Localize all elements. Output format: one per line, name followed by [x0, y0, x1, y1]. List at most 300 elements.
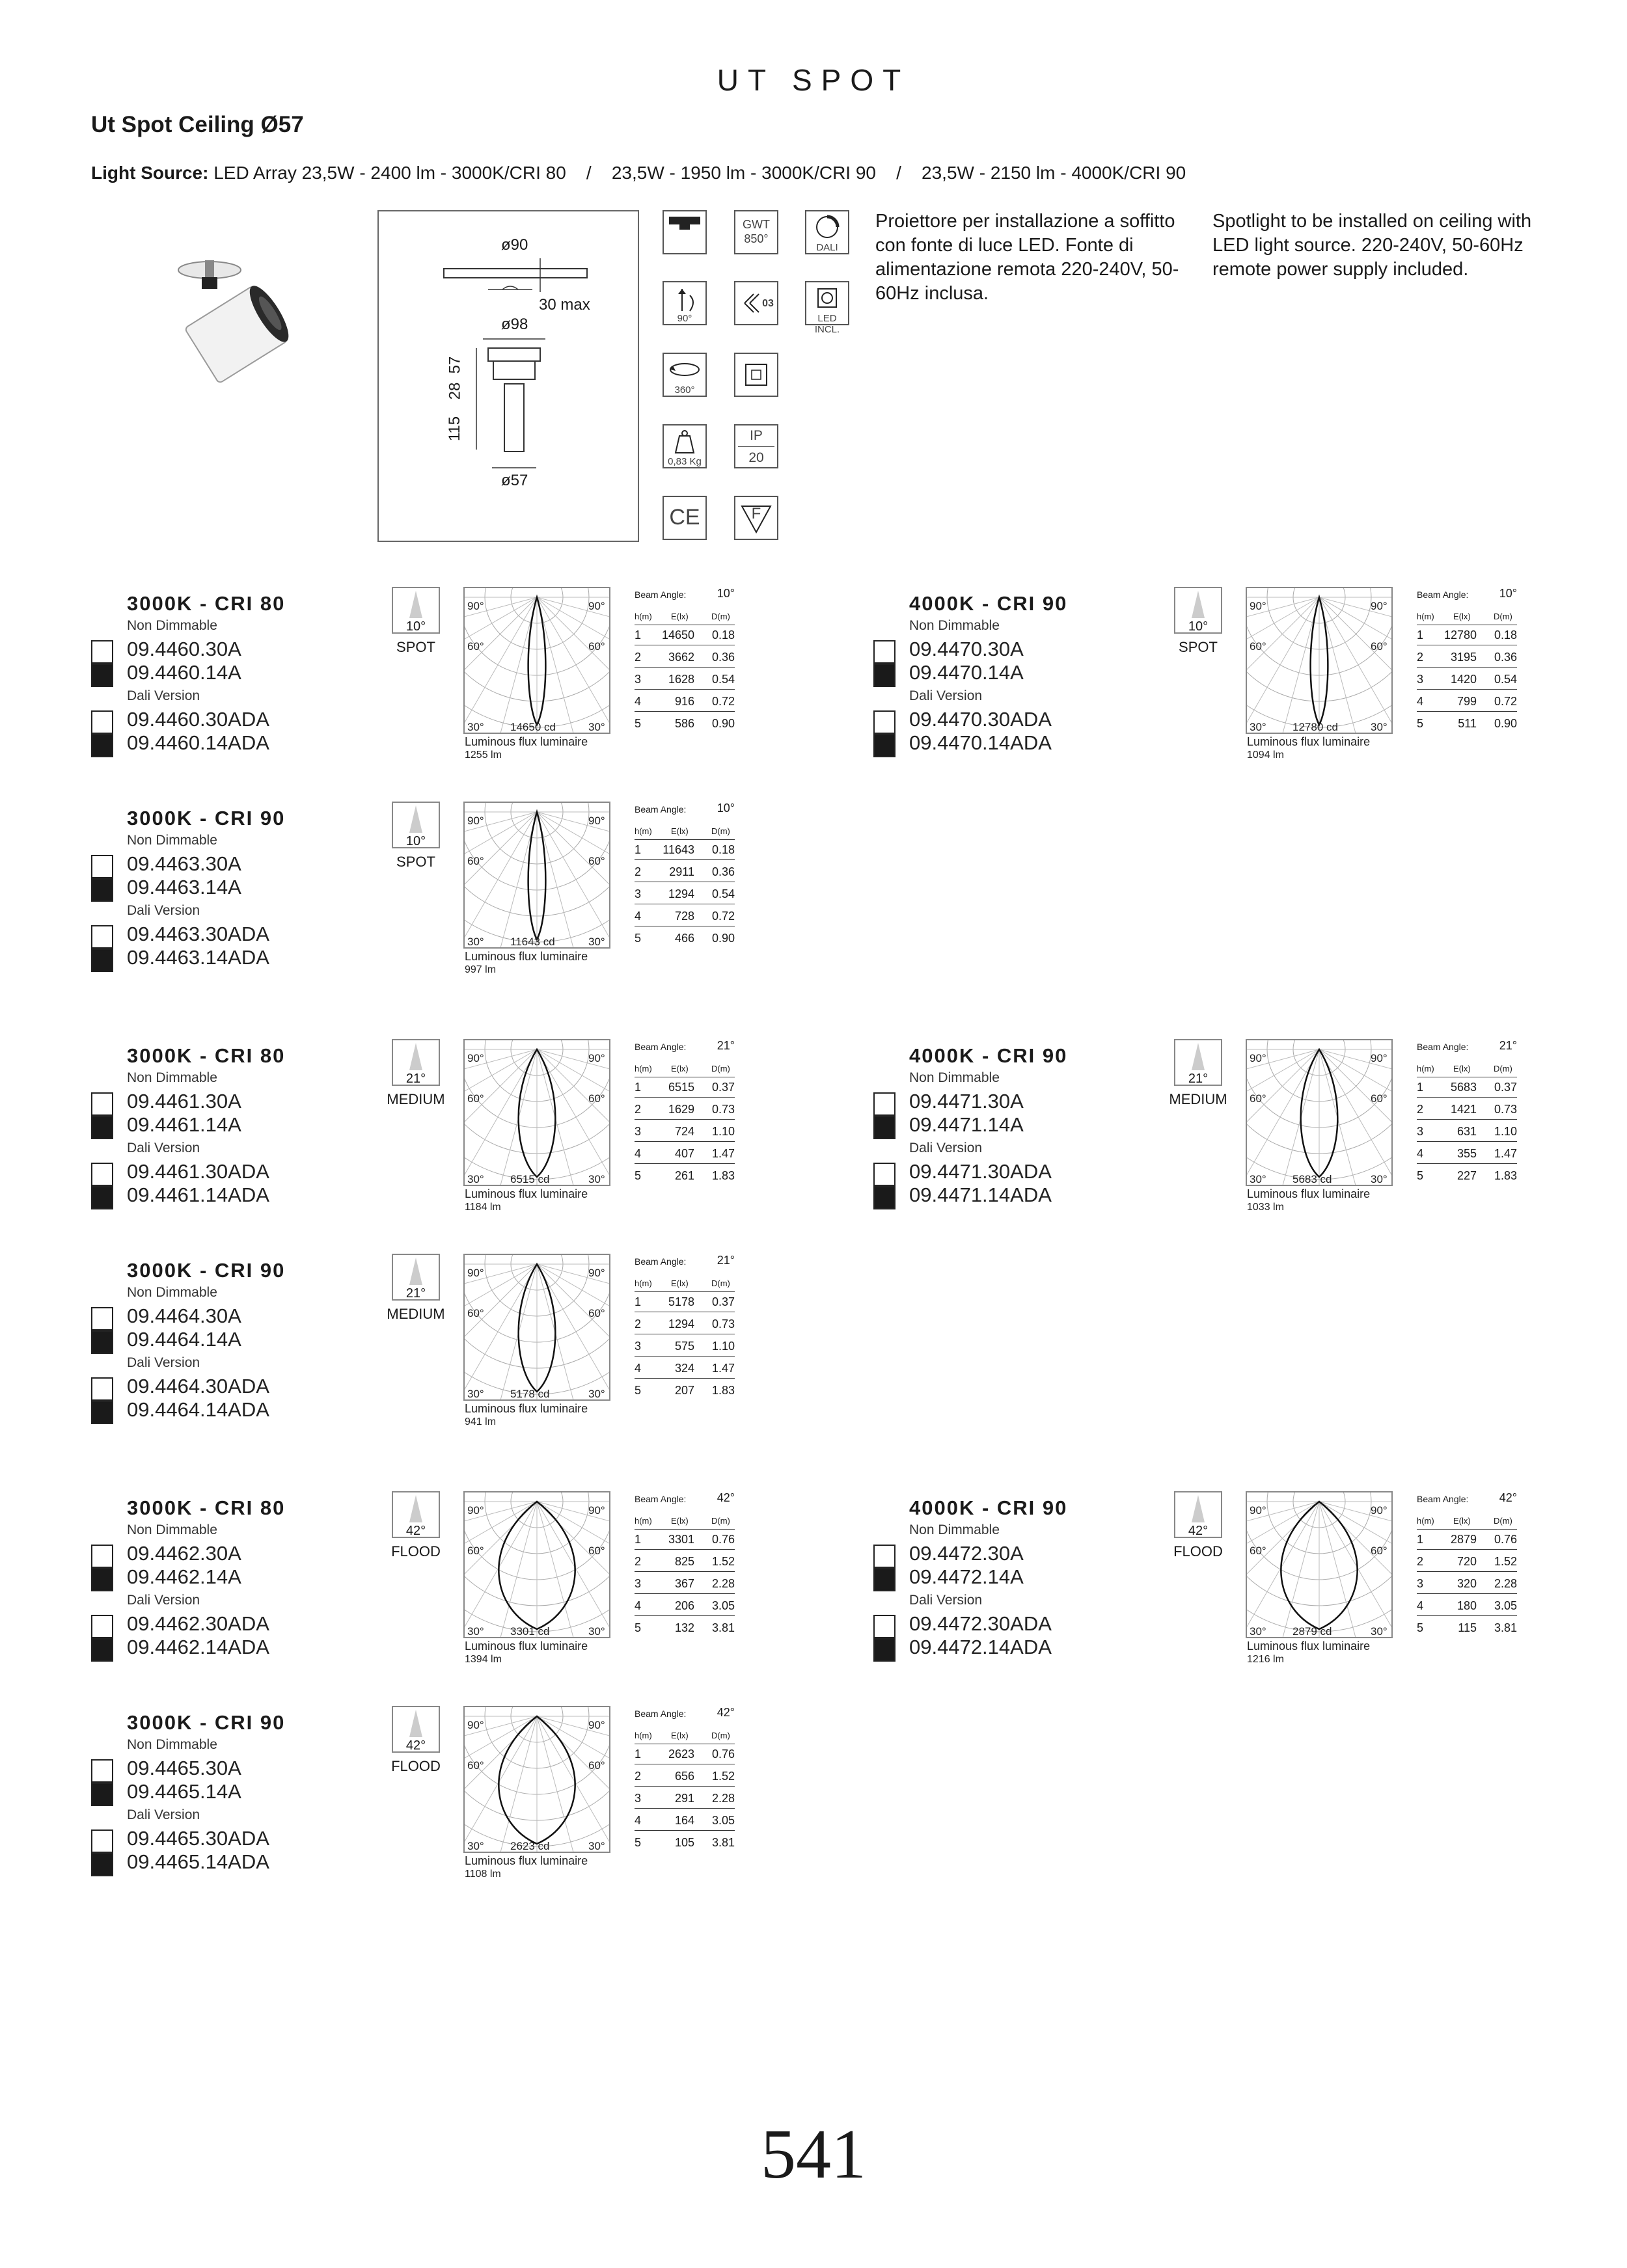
- polar-angle-label: 60°: [588, 855, 605, 867]
- group-heading: 3000K - CRI 90: [127, 1259, 286, 1282]
- cell-diameter: 3.05: [1494, 1599, 1517, 1612]
- ip-label: IP: [750, 428, 763, 443]
- dim-d90: ø90: [501, 236, 528, 254]
- cell-diameter: 0.73: [1494, 1103, 1517, 1116]
- product-code: 09.4461.30ADA: [127, 1160, 269, 1183]
- cell-illuminance: 1421: [1450, 1103, 1477, 1116]
- cell-illuminance: 3195: [1450, 651, 1477, 664]
- row-rule: [635, 1786, 735, 1787]
- polar-diagram: [463, 587, 610, 734]
- white-finish-swatch: [91, 1377, 113, 1401]
- white-finish-swatch: [91, 925, 113, 949]
- cell-height: 4: [1417, 695, 1424, 708]
- polar-angle-label: 60°: [588, 640, 605, 653]
- cell-illuminance: 466: [674, 932, 694, 945]
- cell-illuminance: 1294: [668, 887, 694, 900]
- rotate-label: 360°: [674, 385, 695, 396]
- polar-angle-label: 60°: [588, 1545, 605, 1557]
- polar-angle-label: 60°: [1371, 1092, 1388, 1105]
- table-column-header: D(m): [711, 1731, 730, 1740]
- row-rule: [635, 1119, 735, 1120]
- luminous-flux-label: Luminous flux luminaire: [1247, 1640, 1371, 1653]
- row-rule: [635, 1378, 735, 1379]
- cell-height: 4: [635, 1147, 642, 1160]
- row-rule: [635, 1808, 735, 1809]
- beam-angle-value: 42°: [405, 1524, 426, 1538]
- beam-angle-heading: Beam Angle:: [1417, 1042, 1469, 1052]
- ce-mark-icon: [663, 496, 707, 540]
- luminous-flux-label: Luminous flux luminaire: [465, 1402, 588, 1415]
- cell-height: 5: [635, 1621, 642, 1634]
- led-included-label: LED INCL.: [814, 313, 840, 335]
- cell-illuminance: 5683: [1450, 1081, 1477, 1094]
- product-code: 09.4465.14A: [127, 1780, 241, 1803]
- candela-value: 5178 cd: [510, 1388, 550, 1400]
- group-heading: 3000K - CRI 80: [127, 1496, 286, 1519]
- row-rule: [635, 1615, 735, 1616]
- beam-angle-table-value: 21°: [1499, 1039, 1517, 1052]
- product-code: 09.4464.14ADA: [127, 1398, 269, 1421]
- row-rule: [635, 689, 735, 690]
- polar-angle-label: 30°: [588, 936, 605, 948]
- polar-angle-label: 90°: [467, 1504, 484, 1517]
- ce-label: CE: [669, 505, 700, 530]
- table-row: [1417, 1124, 1517, 1146]
- product-group: [127, 587, 752, 787]
- product-group: [909, 587, 1534, 787]
- polar-grid-spoke: [1319, 1049, 1370, 1185]
- beam-angle-table-value: 10°: [717, 802, 735, 815]
- surface-icon: [734, 353, 778, 397]
- polar-angle-label: 60°: [467, 1307, 484, 1319]
- cell-diameter: 0.36: [711, 865, 735, 878]
- white-finish-swatch: [91, 1759, 113, 1783]
- black-finish-swatch: [91, 734, 113, 757]
- beam-type-name: SPOT: [396, 854, 435, 870]
- cell-height: 1: [635, 1295, 642, 1308]
- cell-height: 3: [1417, 1577, 1424, 1590]
- polar-angle-label: 30°: [588, 1840, 605, 1852]
- table-column-header: h(m): [1417, 1064, 1434, 1073]
- polar-angle-label: 90°: [588, 815, 605, 827]
- f-label: F: [751, 505, 761, 522]
- product-code: 09.4471.30ADA: [909, 1160, 1052, 1183]
- cell-illuminance: 2911: [669, 865, 694, 878]
- product-group: [127, 1254, 752, 1454]
- dali-version-label: Dali Version: [127, 688, 200, 703]
- gwt-label: GWT: [743, 218, 770, 231]
- cell-height: 4: [635, 910, 642, 923]
- cell-height: 2: [1417, 1103, 1424, 1116]
- cell-illuminance: 105: [674, 1836, 694, 1849]
- cell-height: 3: [1417, 673, 1424, 686]
- row-rule: [635, 1141, 735, 1142]
- dali-label: DALI: [816, 242, 838, 253]
- cell-diameter: 0.54: [711, 673, 735, 686]
- cell-height: 5: [635, 932, 642, 945]
- candela-value: 6515 cd: [510, 1173, 550, 1185]
- black-finish-swatch: [91, 1638, 113, 1662]
- polar-angle-label: 60°: [1371, 640, 1388, 653]
- product-code: 09.4465.14ADA: [127, 1850, 269, 1873]
- page-title: UT SPOT: [717, 63, 910, 97]
- beam-type-name: MEDIUM: [387, 1091, 445, 1107]
- table-column-header: E(lx): [671, 612, 689, 621]
- beam-type-name: FLOOD: [1173, 1543, 1223, 1559]
- product-code: 09.4471.14A: [909, 1113, 1024, 1136]
- tilt-icon: [663, 281, 707, 325]
- row-rule: [1417, 711, 1517, 712]
- table-row: [635, 1383, 735, 1405]
- black-finish-swatch: [91, 1401, 113, 1424]
- table-row: [1417, 716, 1517, 738]
- cell-illuminance: 14650: [661, 628, 694, 641]
- candela-value: 12780 cd: [1292, 721, 1338, 733]
- beam-angle-value: 10°: [1188, 619, 1209, 634]
- luminous-flux-label: Luminous flux luminaire: [465, 735, 588, 748]
- polar-diagram: [463, 1254, 610, 1401]
- beam-type-name: FLOOD: [391, 1758, 441, 1774]
- dali-version-label: Dali Version: [909, 688, 983, 703]
- beam-angle-heading: Beam Angle:: [635, 589, 687, 600]
- row-rule: [635, 1830, 735, 1831]
- table-column-header: E(lx): [1453, 612, 1471, 621]
- dim-30max: 30 max: [539, 296, 590, 314]
- cell-height: 3: [635, 1577, 642, 1590]
- luminous-flux-value: 1216 lm: [1247, 1654, 1284, 1665]
- cell-height: 5: [635, 717, 642, 730]
- cell-height: 4: [635, 695, 642, 708]
- polar-grid-spoke: [1268, 597, 1319, 733]
- polar-angle-label: 30°: [467, 1388, 484, 1400]
- polar-angle-label: 90°: [1250, 1052, 1266, 1064]
- cell-illuminance: 227: [1456, 1169, 1477, 1182]
- product-code: 09.4472.30A: [909, 1542, 1024, 1565]
- table-column-header: h(m): [1417, 1516, 1434, 1526]
- table-row: [1417, 1101, 1517, 1124]
- table-row: [635, 716, 735, 738]
- table-column-header: D(m): [711, 1278, 730, 1288]
- row-rule: [1417, 1141, 1517, 1142]
- white-finish-swatch: [873, 710, 896, 734]
- ip-rating-icon: [734, 424, 778, 468]
- cell-illuminance: 2879: [1450, 1533, 1477, 1546]
- table-row: [635, 1835, 735, 1857]
- table-row: [1417, 1576, 1517, 1598]
- cell-diameter: 0.37: [1494, 1081, 1517, 1094]
- dali-version-label: Dali Version: [909, 1141, 983, 1155]
- luminous-flux-value: 1094 lm: [1247, 749, 1284, 761]
- beam-angle-value: 10°: [405, 619, 426, 634]
- row-rule: [635, 1593, 735, 1594]
- beam-angle-heading: Beam Angle:: [635, 1256, 687, 1267]
- table-column-header: D(m): [711, 826, 730, 836]
- black-finish-swatch: [91, 1116, 113, 1139]
- product-code: 09.4464.30A: [127, 1304, 241, 1327]
- product-code: 09.4470.30ADA: [909, 708, 1052, 731]
- cell-illuminance: 407: [674, 1147, 694, 1160]
- product-title: Ut Spot Ceiling Ø57: [91, 112, 304, 137]
- table-row: [1417, 1554, 1517, 1576]
- table-column-header: h(m): [635, 1731, 652, 1740]
- polar-angle-label: 30°: [1371, 721, 1388, 733]
- polar-angle-label: 90°: [467, 815, 484, 827]
- polar-angle-label: 60°: [1250, 1545, 1266, 1557]
- product-code: 09.4463.14ADA: [127, 946, 269, 969]
- non-dimmable-label: Non Dimmable: [127, 618, 217, 633]
- beam-angle-table-value: 21°: [717, 1039, 735, 1052]
- white-finish-swatch: [873, 1615, 896, 1638]
- table-row: [1417, 1146, 1517, 1168]
- row-rule: [1417, 1593, 1517, 1594]
- product-code: 09.4460.14ADA: [127, 731, 269, 754]
- polar-diagram-svg: [1247, 1492, 1391, 1637]
- light-source-text: LED Array 23,5W - 2400 lm - 3000K/CRI 80 / 23,5W - 1950 lm - 3000K/CRI 90 / 23,5W - 2150 lm - 4000K/CRI 90: [208, 163, 1186, 183]
- table-row: [635, 1146, 735, 1168]
- polar-angle-label: 60°: [1250, 640, 1266, 653]
- polar-diagram-svg: [465, 803, 609, 947]
- dim-57: 57: [446, 356, 464, 374]
- cell-height: 1: [635, 843, 642, 856]
- polar-angle-label: 30°: [588, 1173, 605, 1185]
- cell-illuminance: 799: [1456, 695, 1477, 708]
- cell-illuminance: 324: [674, 1362, 694, 1375]
- cell-height: 4: [635, 1362, 642, 1375]
- polar-angle-label: 90°: [1371, 600, 1388, 612]
- black-finish-swatch: [91, 664, 113, 687]
- polar-diagram: [1246, 1491, 1393, 1638]
- cell-height: 2: [635, 1103, 642, 1116]
- table-row: [635, 1532, 735, 1554]
- polar-angle-label: 90°: [588, 1052, 605, 1064]
- cell-height: 2: [635, 1317, 642, 1330]
- table-row: [1417, 1168, 1517, 1190]
- cell-height: 4: [635, 1814, 642, 1827]
- product-code: 09.4461.14A: [127, 1113, 241, 1136]
- polar-grid-spoke: [486, 1264, 537, 1399]
- table-column-header: E(lx): [671, 1064, 689, 1073]
- beam-angle-heading: Beam Angle:: [635, 1494, 687, 1504]
- product-group: [127, 1706, 752, 1906]
- group-heading: 3000K - CRI 80: [127, 592, 286, 615]
- cell-diameter: 0.72: [1494, 695, 1517, 708]
- luminous-flux-value: 941 lm: [465, 1416, 497, 1427]
- candela-value: 5683 cd: [1292, 1173, 1332, 1185]
- cell-diameter: 0.72: [711, 910, 735, 923]
- cell-height: 2: [635, 1770, 642, 1783]
- cell-illuminance: 825: [674, 1555, 694, 1568]
- table-column-header: h(m): [635, 1516, 652, 1526]
- polar-angle-label: 90°: [1250, 600, 1266, 612]
- cell-illuminance: 355: [1456, 1147, 1477, 1160]
- technical-drawing: [377, 210, 639, 542]
- cell-diameter: 3.05: [711, 1814, 735, 1827]
- cell-illuminance: 3301: [668, 1533, 694, 1546]
- polar-angle-label: 90°: [588, 1719, 605, 1731]
- luminous-flux-value: 1255 lm: [465, 749, 502, 761]
- luminous-flux-label: Luminous flux luminaire: [465, 1854, 588, 1867]
- cell-illuminance: 320: [1456, 1577, 1477, 1590]
- product-code: 09.4470.14ADA: [909, 731, 1052, 754]
- product-code: 09.4471.30A: [909, 1090, 1024, 1113]
- polar-diagram: [463, 1491, 610, 1638]
- dali-version-label: Dali Version: [127, 903, 200, 918]
- cell-illuminance: 1628: [668, 673, 694, 686]
- beam-type-name: SPOT: [1179, 639, 1218, 655]
- cell-height: 3: [635, 1340, 642, 1353]
- row-rule: [1417, 1163, 1517, 1164]
- light-source-label: Light Source:: [91, 163, 209, 183]
- polar-angle-label: 30°: [467, 721, 484, 733]
- table-column-header: h(m): [635, 1064, 652, 1073]
- table-column-header: h(m): [635, 1278, 652, 1288]
- cell-diameter: 0.36: [711, 651, 735, 664]
- row-rule: [635, 711, 735, 712]
- table-column-header: h(m): [635, 826, 652, 836]
- table-column-header: E(lx): [671, 1278, 689, 1288]
- white-finish-swatch: [91, 1307, 113, 1330]
- table-column-header: E(lx): [1453, 1064, 1471, 1073]
- table-column-header: D(m): [711, 1516, 730, 1526]
- product-code: 09.4463.30A: [127, 852, 241, 875]
- product-group: [127, 1039, 752, 1239]
- cell-height: 5: [635, 1836, 642, 1849]
- luminous-flux-value: 1108 lm: [465, 1869, 501, 1880]
- product-group: [127, 802, 752, 1002]
- table-row: [635, 1360, 735, 1383]
- dim-115: 115: [446, 416, 464, 442]
- table-column-header: h(m): [635, 612, 652, 621]
- row-rule: [635, 1097, 735, 1098]
- candela-value: 2879 cd: [1292, 1625, 1332, 1638]
- table-row: [635, 842, 735, 864]
- cell-diameter: 0.90: [711, 717, 735, 730]
- polar-angle-label: 90°: [588, 1504, 605, 1517]
- black-finish-swatch: [873, 1116, 896, 1139]
- polar-diagram-svg: [1247, 588, 1391, 733]
- non-dimmable-label: Non Dimmable: [909, 618, 1000, 633]
- polar-grid-spoke: [537, 1049, 588, 1185]
- cell-diameter: 1.47: [711, 1147, 735, 1160]
- cell-diameter: 1.83: [711, 1169, 735, 1182]
- row-rule: [635, 1163, 735, 1164]
- black-finish-swatch: [873, 734, 896, 757]
- product-group: [127, 1491, 752, 1692]
- table-row: [635, 1338, 735, 1360]
- product-code: 09.4463.14A: [127, 876, 241, 898]
- table-row: [1417, 1620, 1517, 1642]
- polar-diagram: [463, 1039, 610, 1186]
- polar-angle-label: 90°: [467, 600, 484, 612]
- luminous-flux-label: Luminous flux luminaire: [1247, 735, 1371, 748]
- beam-type-name: MEDIUM: [1169, 1091, 1227, 1107]
- polar-angle-label: 90°: [467, 1267, 484, 1279]
- polar-angle-label: 60°: [467, 1545, 484, 1557]
- product-code: 09.4472.14ADA: [909, 1636, 1052, 1658]
- white-finish-swatch: [91, 855, 113, 878]
- luminous-flux-value: 1033 lm: [1247, 1202, 1284, 1213]
- table-column-header: E(lx): [671, 1516, 689, 1526]
- white-finish-swatch: [91, 1829, 113, 1853]
- product-code: 09.4461.30A: [127, 1090, 241, 1113]
- table-header-rule: [635, 839, 735, 840]
- product-code: 09.4463.30ADA: [127, 923, 269, 945]
- luminous-flux-label: Luminous flux luminaire: [465, 1640, 588, 1653]
- product-code: 09.4470.30A: [909, 638, 1024, 660]
- ip-value: 20: [748, 450, 764, 465]
- table-row: [635, 886, 735, 908]
- cell-height: 3: [1417, 1125, 1424, 1138]
- cell-illuminance: 206: [674, 1599, 694, 1612]
- black-finish-swatch: [91, 1330, 113, 1354]
- polar-grid-spoke: [537, 812, 588, 947]
- table-row: [635, 1598, 735, 1620]
- cell-illuminance: 261: [674, 1169, 694, 1182]
- luminous-flux-label: Luminous flux luminaire: [465, 1187, 588, 1200]
- cell-height: 1: [635, 628, 642, 641]
- product-code: 09.4462.30ADA: [127, 1612, 269, 1635]
- group-heading: 4000K - CRI 90: [909, 592, 1068, 615]
- table-row: [635, 1101, 735, 1124]
- beam-angle-value: 21°: [405, 1286, 426, 1301]
- cell-diameter: 0.54: [1494, 673, 1517, 686]
- polar-angle-label: 90°: [1371, 1504, 1388, 1517]
- row-rule: [1417, 1571, 1517, 1572]
- table-row: [635, 1790, 735, 1813]
- cell-diameter: 1.52: [711, 1555, 735, 1568]
- white-finish-swatch: [873, 640, 896, 664]
- table-row: [1417, 1079, 1517, 1101]
- product-code: 09.4460.30ADA: [127, 708, 269, 731]
- polar-grid-spoke: [537, 1264, 588, 1399]
- polar-grid-spoke: [486, 597, 537, 733]
- cell-illuminance: 575: [674, 1340, 694, 1353]
- cell-height: 1: [635, 1081, 642, 1094]
- cell-diameter: 3.81: [711, 1621, 735, 1634]
- white-finish-swatch: [91, 1092, 113, 1116]
- non-dimmable-label: Non Dimmable: [127, 1737, 217, 1752]
- cell-height: 3: [635, 887, 642, 900]
- dali-version-label: Dali Version: [127, 1807, 200, 1822]
- cell-height: 3: [635, 1125, 642, 1138]
- product-code: 09.4472.30ADA: [909, 1612, 1052, 1635]
- white-finish-swatch: [873, 1092, 896, 1116]
- cell-illuminance: 11643: [663, 843, 694, 856]
- table-row: [635, 671, 735, 694]
- cell-height: 5: [1417, 1621, 1424, 1634]
- class-icon: [734, 281, 778, 325]
- beam-angle-value: 42°: [1188, 1524, 1209, 1538]
- polar-angle-label: 30°: [588, 1625, 605, 1638]
- f-mark-icon: [734, 496, 778, 540]
- polar-angle-label: 60°: [1250, 1092, 1266, 1105]
- cell-illuminance: 656: [674, 1770, 694, 1783]
- dali-version-label: Dali Version: [127, 1141, 200, 1155]
- row-rule: [1417, 689, 1517, 690]
- polar-grid-spoke: [486, 812, 537, 947]
- cell-diameter: 1.47: [711, 1362, 735, 1375]
- cell-diameter: 0.90: [711, 932, 735, 945]
- product-code: 09.4464.14A: [127, 1328, 241, 1351]
- polar-angle-label: 30°: [588, 721, 605, 733]
- dim-d98: ø98: [501, 316, 528, 333]
- beam-angle-table-value: 42°: [1499, 1491, 1517, 1504]
- cell-illuminance: 2623: [668, 1748, 694, 1761]
- cell-height: 5: [635, 1384, 642, 1397]
- cell-height: 4: [635, 1599, 642, 1612]
- black-finish-swatch: [91, 1568, 113, 1591]
- cell-diameter: 3.05: [711, 1599, 735, 1612]
